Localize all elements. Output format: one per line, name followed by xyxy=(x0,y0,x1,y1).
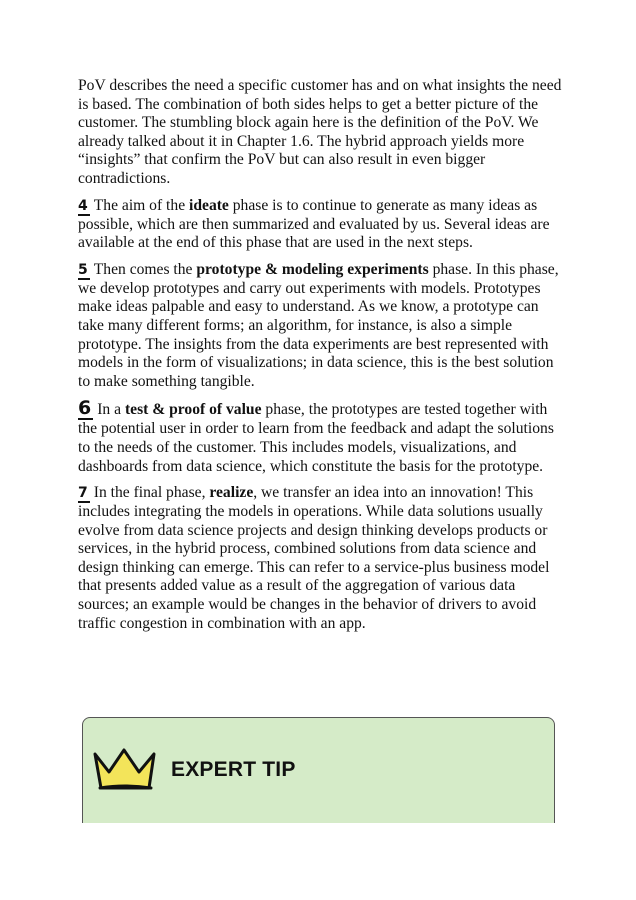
step-7-text-before: In the final phase, xyxy=(93,484,210,502)
step-4-text-after: phase is to continue to generate as many ideas as possible, which are then summarized and evaluated by us. Several ideas are available at the end of this phase that are used in the next steps. xyxy=(78,196,550,252)
step-number-4: 4 xyxy=(78,197,88,214)
step-5-text-before: Then comes the xyxy=(93,260,197,278)
paragraph-step-4 xyxy=(78,197,562,253)
step-7-phase-name: realize xyxy=(209,484,254,502)
paragraph-step-7 xyxy=(78,484,562,633)
paragraph-intro xyxy=(78,77,562,189)
step-5-phase-name: prototype & modeling experiments xyxy=(196,260,429,278)
step-4-text-before: The aim of the xyxy=(93,196,190,214)
step-6-text-before: In a xyxy=(97,401,125,419)
paragraph-step-5 xyxy=(78,261,562,392)
step-number-5: 5 xyxy=(78,261,88,278)
step-5-text-after: phase. In this phase, we develop prototypes and carry out experiments with models. Prototypes make ideas palpable and easy to understand. As we know, a prototype can take many different forms; an algorithm, for instance, is also a simple prototype. The insights from the data experiments are best represented with models in the form of visualizations; in data science, this is the best solution to make something tangible. xyxy=(78,260,559,390)
expert-tip-title: EXPERT TIP xyxy=(171,758,296,781)
page-cutoff xyxy=(0,823,636,900)
paragraph-intro-text: PoV describes the need a specific customer has and on what insights the need is based. The combination of both sides helps to get a better picture of the customer. The stumbling block again here is the definition of the PoV. We already talked about it in Chapter 1.6. The hybrid approach yields more “insights” that confirm the PoV but can also result in even bigger contradictions. xyxy=(78,77,562,187)
step-number-6: 6 xyxy=(78,397,92,420)
step-7-text-after: , we transfer an idea into an innovation! This includes integrating the models in operations. While data solutions usually evolve from data science projects and design thinking develops products or services, in the hybrid process, combined solutions from data science and design thinking can emerge. This can refer to a service-plus business model that presents added value as a result of the aggregation of various data sources; an example would be changes in the behavior of drivers to avoid traffic congestion in combination with an app. xyxy=(78,484,550,632)
paragraph-step-6 xyxy=(78,399,562,476)
crown-icon xyxy=(91,746,159,794)
step-4-phase-name: ideate xyxy=(189,196,229,214)
step-6-phase-name: test & proof of value xyxy=(124,401,262,419)
body-text xyxy=(78,77,562,641)
step-number-7: 7 xyxy=(78,485,88,502)
step-6-text-after: phase, the prototypes are tested together with the potential user in order to learn from the feedback and adapt the solutions to the needs of the customer. This includes models, visualizations, and dashboards from data science, which constitute the basis for the prototype. xyxy=(78,401,554,475)
expert-tip-box xyxy=(82,717,555,839)
